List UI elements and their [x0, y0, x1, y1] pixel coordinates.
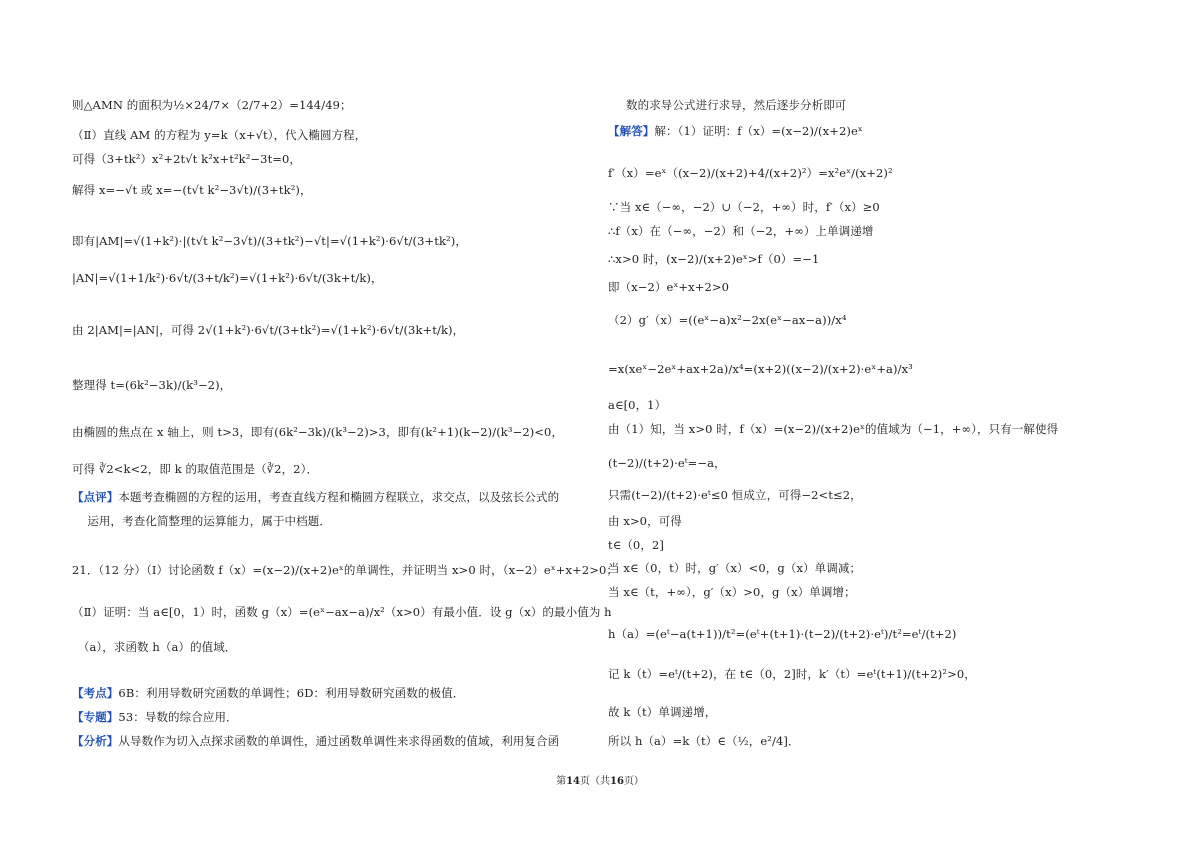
right-line: [608, 224, 874, 238]
left-line: [72, 514, 331, 528]
line-text: 数的求导公式进行求导，然后逐步分析即可: [626, 98, 847, 112]
line-text: ∵当 x∈（−∞，−2）∪（−2，+∞）时，f′（x）≥0: [608, 200, 880, 214]
line-text: ∴x>0 时，(x−2)/(x+2)eˣ>f（0）=−1: [608, 252, 820, 266]
right-line: [608, 705, 716, 719]
line-text: 53：导数的综合应用．: [118, 710, 238, 724]
right-line: [608, 280, 729, 294]
right-line: [608, 456, 726, 470]
line-text: f′（x）=eˣ（(x−2)/(x+2)+4/(x+2)²）=x²eˣ/(x+2)²: [608, 166, 893, 180]
line-text: (t−2)/(t+2)·eᵗ=−a，: [608, 456, 726, 470]
line-text: 当 x∈（t，+∞），g′（x）>0，g（x）单调增；: [608, 585, 856, 599]
right-column: [608, 0, 1168, 848]
left-line: [72, 128, 366, 142]
line-text: （Ⅱ）直线 AM 的方程为 y=k（x+√t），代入椭圆方程，: [72, 128, 367, 142]
left-line: [72, 234, 467, 248]
line-text: t∈（0，2]: [608, 538, 664, 552]
line-text: 解得 x=−√t 或 x=−(t√t k²−3√t)/(3+tk²)，: [72, 183, 312, 197]
line-text: |AN|=√(1+1/k²)·6√t/(3+t/k²)=√(1+k²)·6√t/(3k+t/k)，: [72, 271, 383, 285]
right-line: [608, 561, 861, 575]
line-text: 由 x>0，可得: [608, 514, 682, 528]
line-text: （2）g′（x）=((eˣ−a)x²−2x(eˣ−ax−a))/x⁴: [608, 313, 847, 327]
right-line: [608, 398, 666, 412]
section-tag: 【点评】: [72, 490, 119, 504]
right-line: [608, 585, 856, 599]
line-text: （Ⅱ）证明：当 a∈[0，1）时，函数 g（x）=(eˣ−ax−a)/x²（x>0）有最小值．设 g（x）的最小值为 h: [72, 605, 612, 619]
line-text: 6B：利用导数研究函数的单调性；6D：利用导数研究函数的极值．: [118, 686, 465, 700]
footer-prefix: 第: [556, 776, 567, 787]
footer-mid: 页（共: [580, 776, 610, 787]
right-line: [608, 362, 913, 376]
section-tag: 【专题】: [72, 710, 119, 724]
line-text: 由 2|AM|=|AN|，可得 2√(1+k²)·6√t/(3+tk²)=√(1+k²)·6√t/(3k+t/k)，: [72, 323, 465, 337]
line-text: 则△AMN 的面积为½×24/7×（2/7+2）=144/49；: [72, 98, 352, 112]
left-line: [72, 686, 464, 700]
left-line: [72, 183, 312, 197]
left-line: [72, 605, 612, 619]
line-text: 整理得 t=(6k²−3k)/(k³−2)，: [72, 378, 232, 392]
line-text: 即（x−2）eˣ+x+2>0: [608, 280, 730, 294]
right-line: [608, 200, 880, 214]
right-line: [608, 124, 863, 138]
left-line: [72, 490, 559, 504]
left-line: [72, 98, 352, 112]
line-text: ∴f（x）在（−∞，−2）和（−2，+∞）上单调递增: [608, 224, 874, 238]
right-line: [608, 422, 1058, 436]
line-text: =x(xeˣ−2eˣ+ax+2a)/x⁴=(x+2)((x−2)/(x+2)·eˣ+a)/x³: [608, 362, 913, 376]
left-line: [72, 323, 464, 337]
right-line: [626, 98, 846, 112]
right-line: [608, 538, 664, 552]
line-text: h（a）=(eᵗ−a(t+1))/t²=(eᵗ+(t+1)·(t−2)/(t+2)·eᵗ)/t²=eᵗ/(t+2): [608, 627, 957, 641]
right-line: [608, 313, 847, 327]
line-text: 记 k（t）=eᵗ/(t+2)，在 t∈（0，2]时，k′（t）=eᵗ(t+1)/(t+2)²>0，: [608, 667, 976, 681]
left-line: [72, 640, 236, 654]
right-line: [608, 627, 957, 641]
line-text: 故 k（t）单调递增，: [608, 705, 717, 719]
right-line: [608, 166, 893, 180]
line-text: 解：（1）证明：f（x）=(x−2)/(x+2)eˣ: [654, 124, 863, 138]
line-text: 从导数作为切入点探求函数的单调性，通过函数单调性来求得函数的值域，利用复合函: [118, 734, 560, 748]
right-line: [608, 734, 800, 748]
right-line: [608, 252, 819, 266]
section-tag: 【考点】: [72, 686, 119, 700]
footer-suffix: 页）: [623, 776, 644, 787]
left-line: [72, 710, 238, 724]
line-text: 由（1）知，当 x>0 时，f（x）=(x−2)/(x+2)eˣ的值域为（−1，+∞），只有一解使得: [608, 422, 1059, 436]
left-line: [72, 271, 383, 285]
right-line: [608, 514, 682, 528]
section-tag: 【解答】: [608, 124, 655, 138]
left-line: [72, 378, 231, 392]
line-text: 可得 ∛2<k<2，即 k 的取值范围是（∛2，2）．: [72, 462, 319, 476]
line-text: 21．（12 分）（Ⅰ）讨论函数 f（x）=(x−2)/(x+2)eˣ的单调性，并证明当 x>0 时，（x−2）eˣ+x+2>0；: [72, 563, 619, 577]
line-text: 运用，考查化简整理的运算能力，属于中档题．: [72, 514, 331, 528]
left-line: [72, 152, 301, 166]
line-text: 可得（3+tk²）x²+2t√t k²x+t²k²−3t=0，: [72, 152, 302, 166]
line-text: a∈[0，1）: [608, 398, 667, 412]
line-text: 由椭圆的焦点在 x 轴上，则 t>3，即有(6k²−3k)/(k³−2)>3，即有(k²+1)(k−2)/(k³−2)<0，: [72, 425, 564, 439]
left-line: [72, 563, 618, 577]
line-text: 当 x∈（0，t）时，g′（x）<0，g（x）单调减；: [608, 561, 862, 575]
right-line: [608, 667, 976, 681]
line-text: （a），求函数 h（a）的值域．: [72, 640, 237, 654]
line-text: 只需(t−2)/(t+2)·eᵗ≤0 恒成立，可得−2<t≤2，: [608, 488, 862, 502]
footer-total-pages: 16: [610, 776, 624, 787]
right-line: [608, 488, 862, 502]
page-footer: [0, 772, 1200, 787]
section-tag: 【分析】: [72, 734, 119, 748]
line-text: 本题考查椭圆的方程的运用，考查直线方程和椭圆方程联立，求交点，以及弦长公式的: [118, 490, 560, 504]
left-line: [72, 734, 559, 748]
line-text: 所以 h（a）=k（t）∈（½，e²/4]．: [608, 734, 800, 748]
line-text: 即有|AM|=√(1+k²)·|(t√t k²−3√t)/(3+tk²)−√t|=√(1+k²)·6√t/(3+tk²)，: [72, 234, 467, 248]
left-line: [72, 425, 563, 439]
left-line: [72, 462, 318, 476]
footer-page-number: 14: [566, 776, 580, 787]
